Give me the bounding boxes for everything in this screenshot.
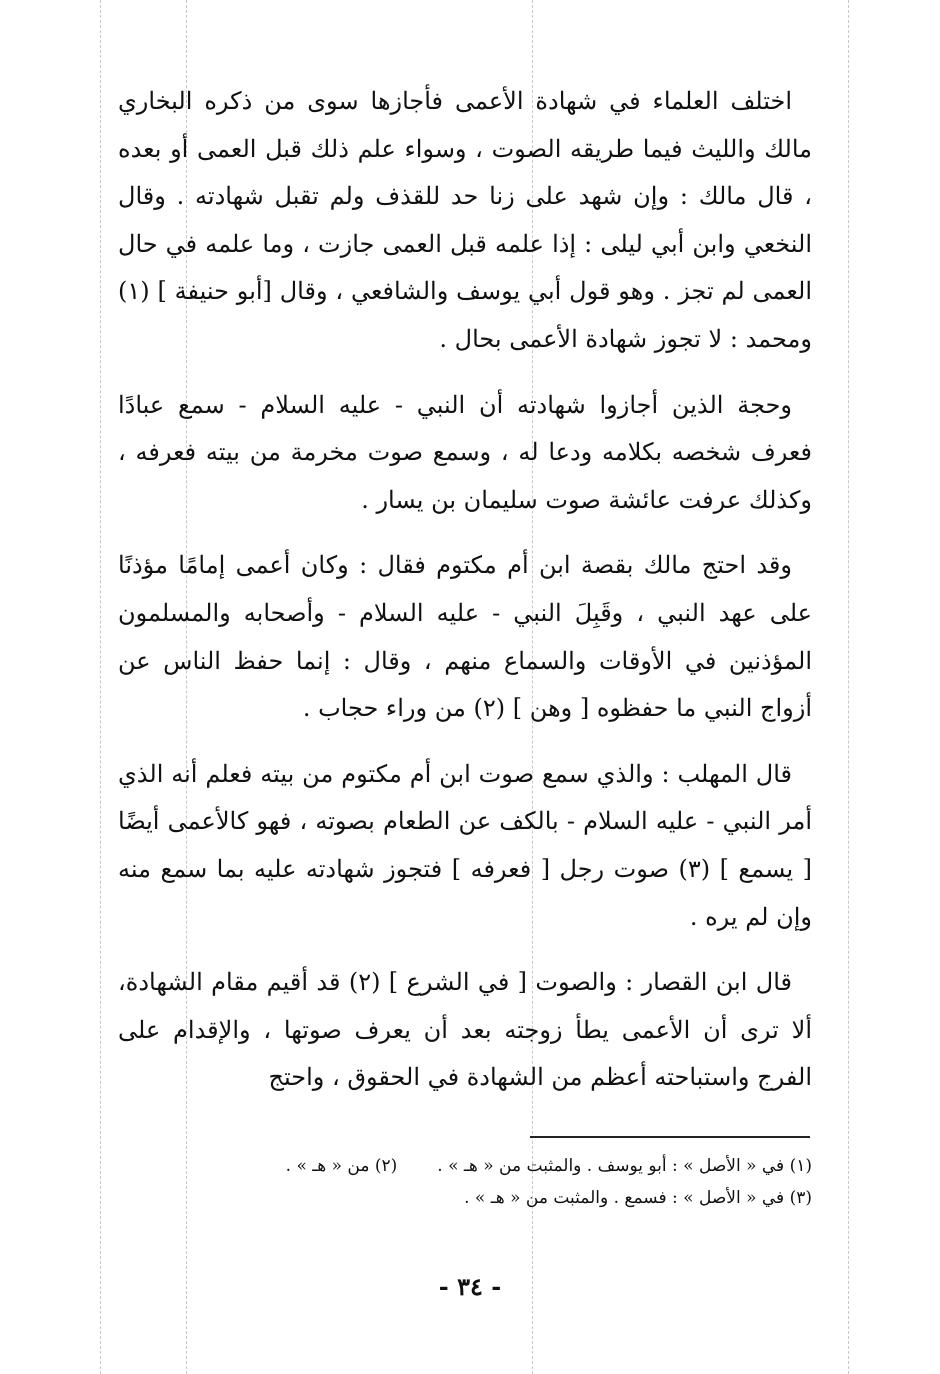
paragraph-2-text: وحجة الذين أجازوا شهادته أن النبي - عليه السلام - سمع عبادًا فعرف شخصه بكلامه ودعا له ، وسمع صوت مخرمة من بيته فعرفه ، وكذلك عرفت عائشة صوت سليمان بن يسار . <box>118 390 812 514</box>
page-number: - ٣٤ - <box>438 1272 502 1301</box>
paragraph-5-text: قال ابن القصار : والصوت [ في الشرع ] (٢) قد أقيم مقام الشهادة، ألا ترى أن الأعمى يطأ زوجته بعد أن يعرف صوتها ، والإقدام على الفرج واستباحته أعظم من الشهادة في الحقوق ، واحتج <box>118 968 812 1092</box>
scan-guide-line <box>100 0 101 1374</box>
paragraph-4-text: قال المهلب : والذي سمع صوت ابن أم مكتوم من بيته فعلم أنه الذي أمر النبي - عليه السلام - بالكف عن الطعام بصوته ، فهو كالأعمى أيضًا [ يسمع ] (٣) صوت رجل [ فعرفه ] فتجوز شهادته عليه بما سمع منه وإن لم يره . <box>118 759 812 931</box>
footnote-line-2 <box>140 1182 812 1214</box>
paragraph-1-text: اختلف العلماء في شهادة الأعمى فأجازها سوى من ذكره البخاري مالك والليث فيما طريقه الصوت ، وسواء علم ذلك قبل العمى أو بعده ، قال مالك : وإن شهد على زنا حد للقذف ولم تقبل شهادته . وقال النخعي وابن أبي ليلى : إذا علمه قبل العمى جازت ، وما علمه في حال العمى لم تجز . وهو قول أبي يوسف والشافعي ، وقال [أبو حنيفة ] (١) ومحمد : لا تجوز شهادة الأعمى بحال . <box>118 87 812 353</box>
paragraph-4 <box>118 751 812 941</box>
paragraph-2 <box>118 382 812 525</box>
footnotes <box>140 1150 812 1214</box>
paragraph-3-text: وقد احتج مالك بقصة ابن أم مكتوم فقال : وكان أعمى إمامًا مؤذنًا على عهد النبي ، وقَبِلَ النبي - عليه السلام - وأصحابه والمسلمون المؤذنين في الأوقات والسماع منهم ، وقال : إنما حفظ الناس عن أزواج النبي ما حفظوه [ وهن ] (٢) من وراء حجاب . <box>118 551 812 723</box>
footnote-line-1 <box>140 1150 812 1182</box>
page-body <box>118 78 812 1120</box>
paragraph-5 <box>118 959 812 1102</box>
footnote-1: (١) في « الأصل » : أبو يوسف . والمثبت من « هـ » . <box>437 1156 812 1176</box>
footnote-3: (٣) في « الأصل » : فسمع . والمثبت من « هـ » . <box>464 1188 812 1208</box>
footnote-separator <box>530 1136 810 1138</box>
footnote-2: (٢) من « هـ » . <box>285 1156 398 1176</box>
scan-guide-line <box>848 0 849 1374</box>
paragraph-3 <box>118 542 812 732</box>
paragraph-1 <box>118 78 812 364</box>
